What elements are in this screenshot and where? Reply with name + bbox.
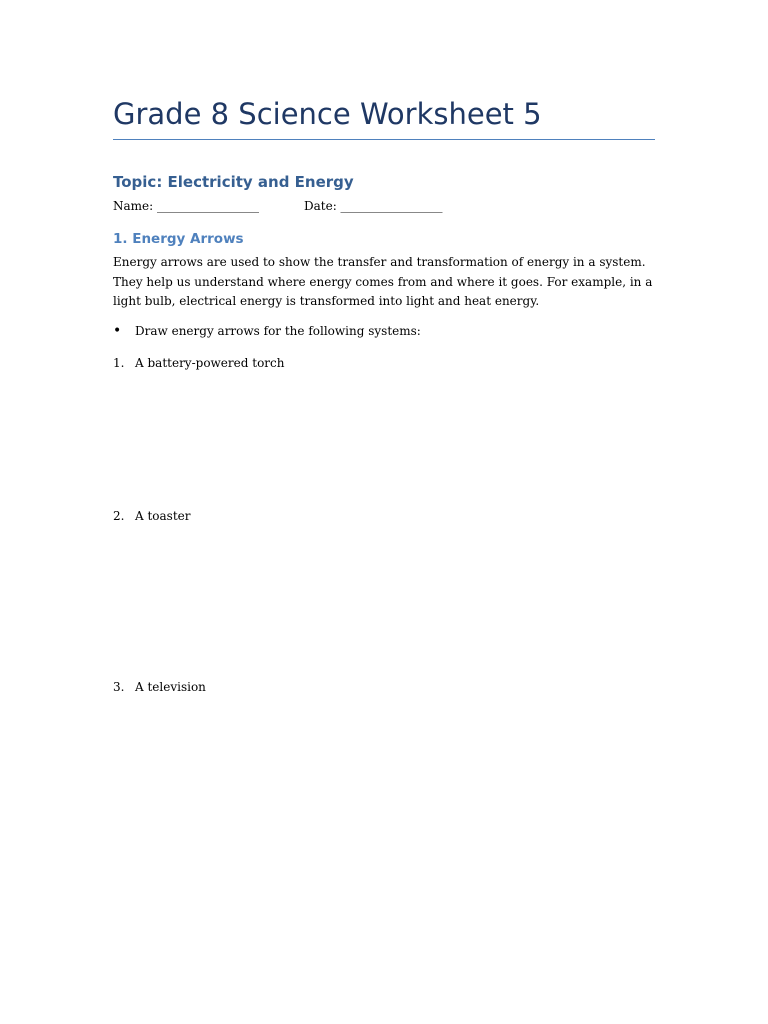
name-field: Name: _________________: [113, 199, 259, 213]
intro-line: Energy arrows are used to show the transfer and transformation of energy in a system.: [113, 255, 646, 269]
bullet-text: Draw energy arrows for the following systems:: [135, 324, 421, 338]
intro-paragraph: [113, 253, 653, 312]
title-underline: [113, 139, 655, 140]
date-field: Date: _________________: [304, 199, 443, 213]
list-item-number: 2.: [113, 509, 125, 523]
section-heading-energy-arrows: 1. Energy Arrows: [113, 231, 244, 247]
bullet-icon: •: [113, 323, 122, 339]
topic-heading: Topic: Electricity and Energy: [113, 173, 354, 191]
list-item-number: 1.: [113, 356, 125, 370]
intro-line: light bulb, electrical energy is transformed into light and heat energy.: [113, 294, 540, 308]
list-item-text: A toaster: [135, 509, 191, 523]
list-item-text: A television: [135, 680, 206, 694]
list-item-number: 3.: [113, 680, 125, 694]
page-title: Grade 8 Science Worksheet 5: [113, 97, 542, 131]
intro-line: They help us understand where energy comes from and where it goes. For example, in a: [113, 274, 653, 289]
list-item-text: A battery-powered torch: [135, 356, 285, 370]
